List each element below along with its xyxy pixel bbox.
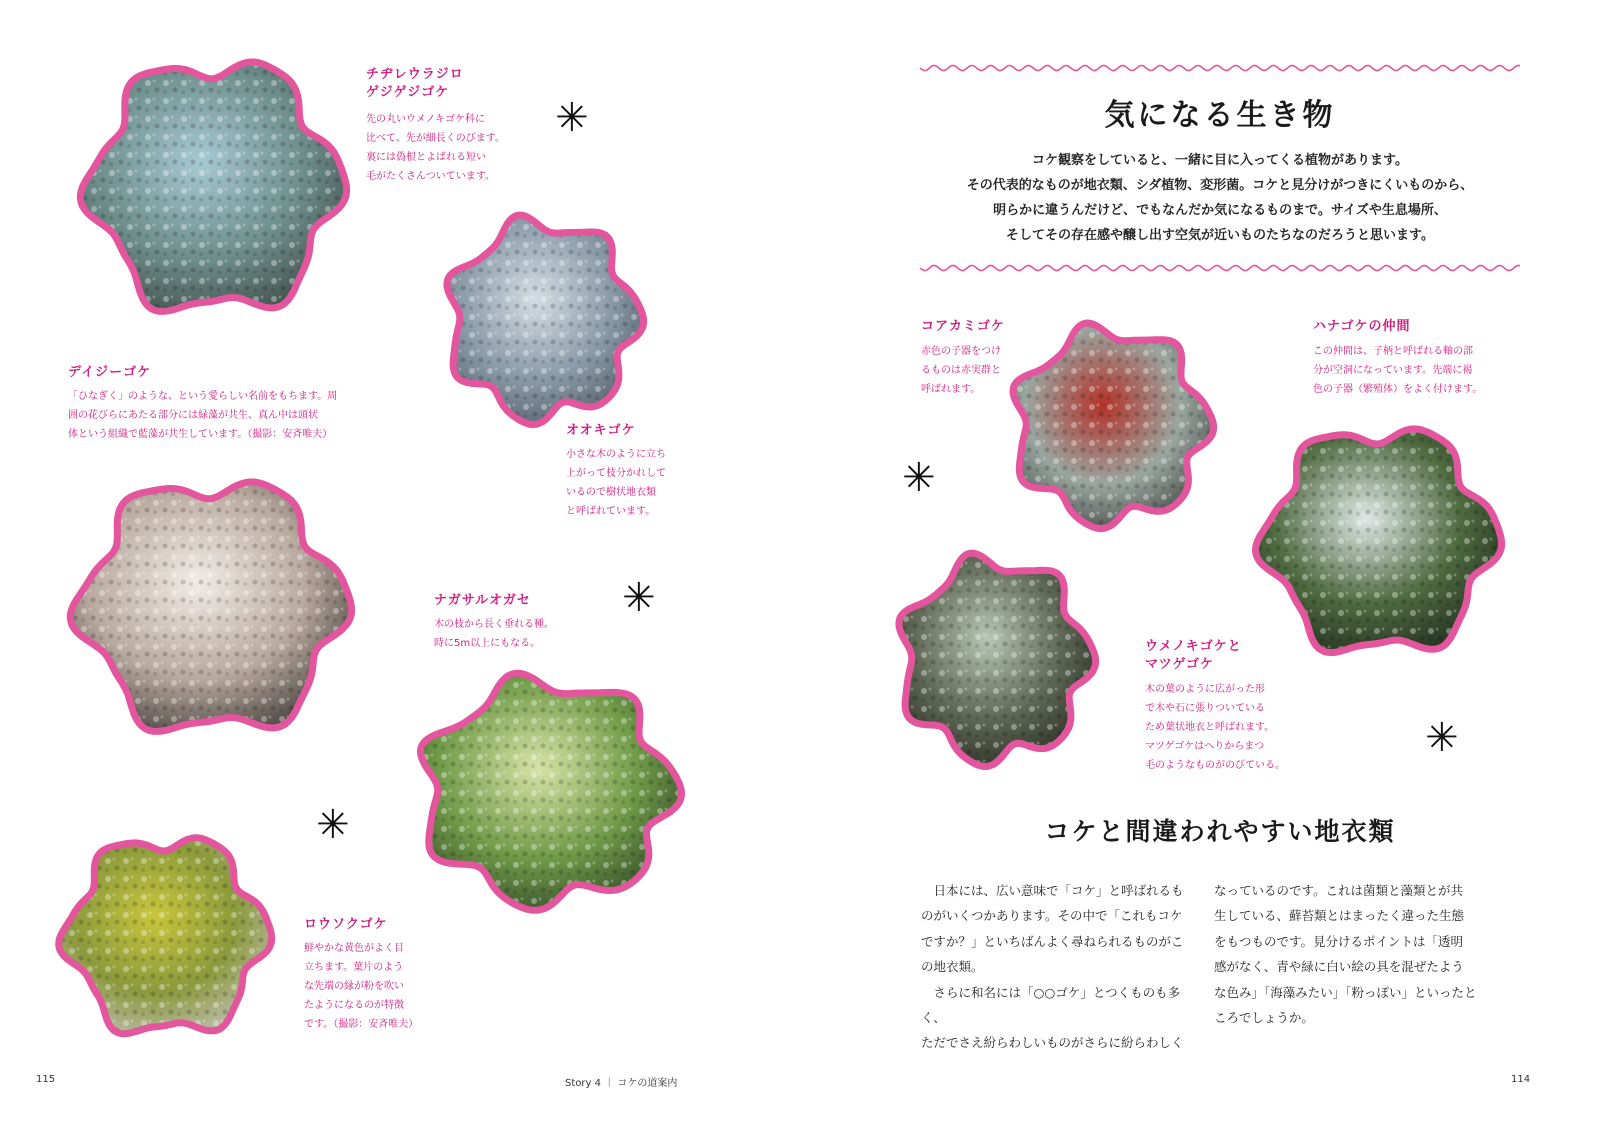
intro-line: コケ観察をしていると、一緒に目に入ってくる植物があります。 — [1032, 153, 1408, 168]
photo-texture — [70, 482, 351, 731]
wave-line — [920, 265, 1520, 270]
caption-title-7: ハナゴケの仲間 — [1313, 319, 1411, 334]
photo-texture — [1256, 429, 1502, 653]
body-line: ただでさえ紛らわしいものがさらに紛らわしく — [921, 1035, 1184, 1051]
lichen-photo-7 — [1247, 410, 1512, 672]
photo-blob — [404, 662, 692, 922]
lichen-photo-2 — [432, 204, 654, 436]
intro-line: そしてその存在感や醸し出す空気が近いものたちなのだろうと思います。 — [1006, 228, 1434, 243]
caption-body-5: 鮮やかな黄色がよく目 立ちます。葉片のよう な先端の縁が粉を吹い たようになるのが特徴 です。（撮影：安斉唯夫） — [304, 943, 419, 1030]
page-number-left: 115 — [36, 1074, 56, 1085]
body-line: な色み」「海藻みたい」「粉っぽい」といったと — [1214, 984, 1477, 1000]
caption-body-8: 木の葉のように広がった形 で木や石に張りついている ため葉状地衣と呼ばれます。 マツゲゴケはへりからまつ 毛のようなものがのびている。 — [1145, 684, 1285, 771]
caption-body-4: 木の枝から長く垂れる種。 時に5m以上にもなる。 — [434, 619, 554, 649]
caption-title-5: ロウソクゴケ — [304, 917, 388, 932]
body-line: の地衣類。 — [921, 959, 984, 975]
caption-body-7: この仲間は、子柄と呼ばれる軸の部 分が空洞になっています。先端に褐 色の子器（繁殖体）をよく付けます。 — [1313, 346, 1483, 395]
body-line: 生している、蘚苔類とはまったく違った生態 — [1214, 908, 1465, 924]
running-footer: Story 4 ｜ コケの道案内 — [565, 1078, 678, 1089]
lichen-photo-8 — [884, 542, 1106, 778]
photo-blob — [432, 204, 654, 436]
body-line: 日本には、広い意味で「コケ」と呼ばれるも — [921, 883, 1184, 898]
photo-blob — [62, 462, 362, 752]
page-title: 気になる生き物 — [1104, 98, 1336, 133]
caption-title-3: オオキゴケ — [566, 423, 636, 438]
caption-body-3: 小さな木のように立ち 上がって枝分かれして いるので樹状地衣類 と呼ばれています。 — [566, 449, 666, 517]
lichen-photo-5 — [50, 820, 282, 1052]
intro-line: 明らかに違うんだけど、でもなんだか気になるものまで。サイズや生息場所、 — [993, 203, 1447, 218]
caption-title-8: ウメノキゴケと マツゲゴケ — [1145, 639, 1242, 672]
body-column-2 — [1214, 878, 1486, 1030]
body-line: ですか？」といちばんよく尋ねられるものがこ — [921, 933, 1184, 949]
caption-title-1: チヂレウラジロ ゲジゲジゴケ — [366, 67, 464, 100]
photo-texture — [59, 838, 272, 1034]
intro-line: その代表的なものが地衣類、シダ植物、変形菌。コケと見分けがつきにくいものから、 — [966, 178, 1474, 193]
asterisk-icon: ✳ — [622, 575, 656, 621]
body-line: なっているのです。これは菌類と藻類とが共 — [1214, 883, 1464, 898]
body-line: をもつものです。見分けるポイントは「透明 — [1214, 933, 1464, 949]
section-title: コケと間違われやすい地衣類 — [1044, 817, 1396, 846]
body-line: のがいくつかあります。その中で「これもコケ — [921, 908, 1183, 924]
photo-blob — [50, 820, 282, 1052]
caption-title-4: ナガサルオガセ — [434, 593, 531, 608]
asterisk-icon: ✳ — [555, 95, 589, 141]
wavy-divider-top — [920, 63, 1520, 73]
lichen-photo-6 — [998, 312, 1224, 540]
photo-blob — [1247, 410, 1512, 672]
lichen-photo-1 — [72, 42, 357, 332]
intro-text — [920, 148, 1520, 248]
photo-blob — [998, 312, 1224, 540]
right-page — [800, 0, 1600, 1136]
body-line: 感がなく、青や緑に白い絵の具を混ぜたよう — [1214, 959, 1464, 975]
wavy-divider-bottom — [920, 263, 1520, 273]
lichen-photo-4 — [404, 662, 692, 922]
body-column-1 — [921, 878, 1193, 1056]
photo-blob — [884, 542, 1106, 778]
caption-body-1: 先の丸いウメノキゴケ科に 比べて、先が細長くのびます。 裏には偽根とよばれる短い 毛がたくさんついています。 — [366, 114, 505, 182]
body-line: ころでしょうか。 — [1214, 1010, 1314, 1026]
caption-title-2: デイジーゴケ — [68, 365, 152, 380]
asterisk-icon: ✳ — [316, 802, 350, 848]
caption-title-6: コアカミゴケ — [921, 319, 1005, 334]
caption-body-2: 「ひなぎく」のような、という愛らしい名前をもちます。周 囲の花びらにあたる部分には緑藻が共生、真ん中は頭状 体という組織で藍藻が共生しています。（撮影：安斉唯夫） — [68, 391, 338, 440]
body-line: さらに和名には「○○ゴケ」とつくものも多く、 — [921, 984, 1181, 1026]
lichen-photo-3 — [62, 462, 362, 752]
photo-texture — [80, 62, 346, 311]
asterisk-icon: ✳ — [1425, 715, 1459, 761]
photo-blob — [72, 42, 357, 332]
asterisk-icon: ✳ — [902, 455, 936, 501]
wave-line — [920, 65, 1520, 70]
page-number-right: 114 — [1511, 1074, 1531, 1085]
caption-body-6: 赤色の子器をつけ るものは赤実群と 呼ばれます。 — [921, 346, 1001, 395]
